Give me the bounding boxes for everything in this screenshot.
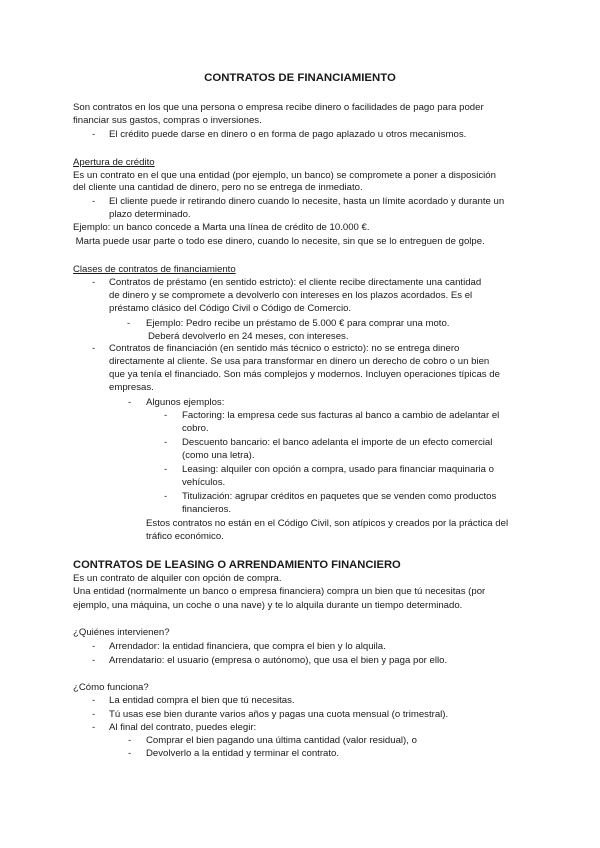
leasing-line-2: Una entidad (normalmente un banco o empresa financiera) compra un bien que tú necesitas (por (73, 586, 486, 597)
clases-note-line-2: tráfico económico. (146, 531, 224, 542)
example-factoring-line-2: cobro. (182, 423, 209, 434)
apertura-heading: Apertura de crédito (73, 157, 155, 168)
example-descuento-line-2: (como una letra). (182, 450, 255, 461)
bullet-dash: - (127, 318, 131, 329)
bullet-dash: - (164, 491, 168, 502)
bullet-dash: - (92, 196, 96, 207)
intro-bullet: El crédito puede darse en dinero o en forma de pago aplazado u otros mecanismos. (109, 129, 467, 140)
bullet-dash: - (164, 410, 168, 421)
prestamo-line-1: Contratos de préstamo (en sentido estricto): el cliente recibe directamente una cantidad (109, 277, 482, 288)
clases-heading: Clases de contratos de financiamiento (73, 264, 236, 275)
leasing-line-1: Es un contrato de alquiler con opción de compra. (73, 573, 282, 584)
example-leasing-line-2: vehículos. (182, 477, 226, 488)
apertura-line-1: Es un contrato en el que una entidad (por ejemplo, un banco) se compromete a poner a disposición (73, 170, 496, 181)
como-heading: ¿Cómo funciona? (73, 682, 149, 693)
quienes-arrendatario: Arrendatario: el usuario (empresa o autónomo), que usa el bien y paga por ello. (109, 655, 448, 666)
financiacion-line-3: que ya tenía el financiado. Son más complejos y modernos. Incluyen operaciones típicas de (109, 369, 500, 380)
bullet-dash: - (128, 735, 132, 746)
example-descuento-line-1: Descuento bancario: el banco adelanta el importe de un efecto comercial (182, 437, 493, 448)
apertura-bullet-line-1: El cliente puede ir retirando dinero cuando lo necesite, hasta un límite acordado y durante un (109, 196, 505, 207)
clases-note-line-1: Estos contratos no están en el Código Civil, son atípicos y creados por la práctica del (146, 518, 509, 529)
bullet-dash: - (92, 343, 96, 354)
quienes-heading: ¿Quiénes intervienen? (73, 627, 170, 638)
financiacion-line-2: directamente al cliente. Se usa para transformar en dinero un derecho de cobro o un bien (109, 356, 490, 367)
bullet-dash: - (92, 709, 96, 720)
apertura-example-line-2: Marta puede usar parte o todo ese dinero, cuando lo necesite, sin que se lo entreguen de golpe. (73, 236, 485, 247)
bullet-dash: - (92, 655, 96, 666)
intro-line-1: Son contratos en los que una persona o empresa recibe dinero o facilidades de pago para poder (73, 102, 484, 113)
financiacion-line-4: empresas. (109, 382, 154, 393)
financiacion-line-1: Contratos de financiación (en sentido más técnico o estricto): no se entrega dinero (109, 343, 460, 354)
como-step-2: Tú usas ese bien durante varios años y pagas una cuota mensual (o trimestral). (109, 709, 449, 720)
bullet-dash: - (164, 464, 168, 475)
prestamo-line-3: préstamo clásico del Código Civil o Código de Comercio. (109, 303, 352, 314)
prestamo-example-line-1: Ejemplo: Pedro recibe un préstamo de 5.000 € para comprar una moto. (146, 318, 450, 329)
bullet-dash: - (128, 748, 132, 759)
bullet-dash: - (128, 397, 132, 408)
example-factoring-line-1: Factoring: la empresa cede sus facturas al banco a cambio de adelantar el (182, 410, 500, 421)
bullet-dash: - (92, 277, 96, 288)
apertura-line-2: del cliente una cantidad de dinero, pero no se entrega de inmediato. (73, 182, 363, 193)
bullet-dash: - (92, 641, 96, 652)
bullet-dash: - (92, 129, 96, 140)
apertura-bullet-line-2: plazo determinado. (109, 209, 191, 220)
apertura-example-line-1: Ejemplo: un banco concede a Marta una línea de crédito de 10.000 €. (73, 222, 370, 233)
leasing-heading: CONTRATOS DE LEASING O ARRENDAMIENTO FINANCIERO (73, 559, 401, 571)
opcion-comprar: Comprar el bien pagando una última cantidad (valor residual), o (146, 735, 417, 746)
prestamo-example-line-2: Deberá devolverlo en 24 meses, con intereses. (148, 331, 349, 342)
leasing-line-3: ejemplo, una máquina, un coche o una nave) y te lo alquila durante un tiempo determinado. (73, 600, 463, 611)
bullet-dash: - (92, 695, 96, 706)
document-title: CONTRATOS DE FINANCIAMIENTO (204, 72, 396, 84)
example-titulizacion-line-1: Titulización: agrupar créditos en paquetes que se venden como productos (182, 491, 497, 502)
examples-label: Algunos ejemplos: (146, 397, 225, 408)
example-leasing-line-1: Leasing: alquiler con opción a compra, usado para financiar maquinaria o (182, 464, 494, 475)
bullet-dash: - (164, 437, 168, 448)
prestamo-line-2: de dinero y se compromete a devolverlo con intereses en los plazos acordados. Es el (109, 290, 473, 301)
quienes-arrendador: Arrendador: la entidad financiera, que compra el bien y lo alquila. (109, 641, 386, 652)
bullet-dash: - (92, 722, 96, 733)
como-step-3: Al final del contrato, puedes elegir: (109, 722, 257, 733)
intro-line-2: financiar sus gastos, compras o inversiones. (73, 115, 262, 126)
example-titulizacion-line-2: financieros. (182, 504, 232, 515)
opcion-devolver: Devolverlo a la entidad y terminar el contrato. (146, 748, 340, 759)
como-step-1: La entidad compra el bien que tú necesitas. (109, 695, 295, 706)
